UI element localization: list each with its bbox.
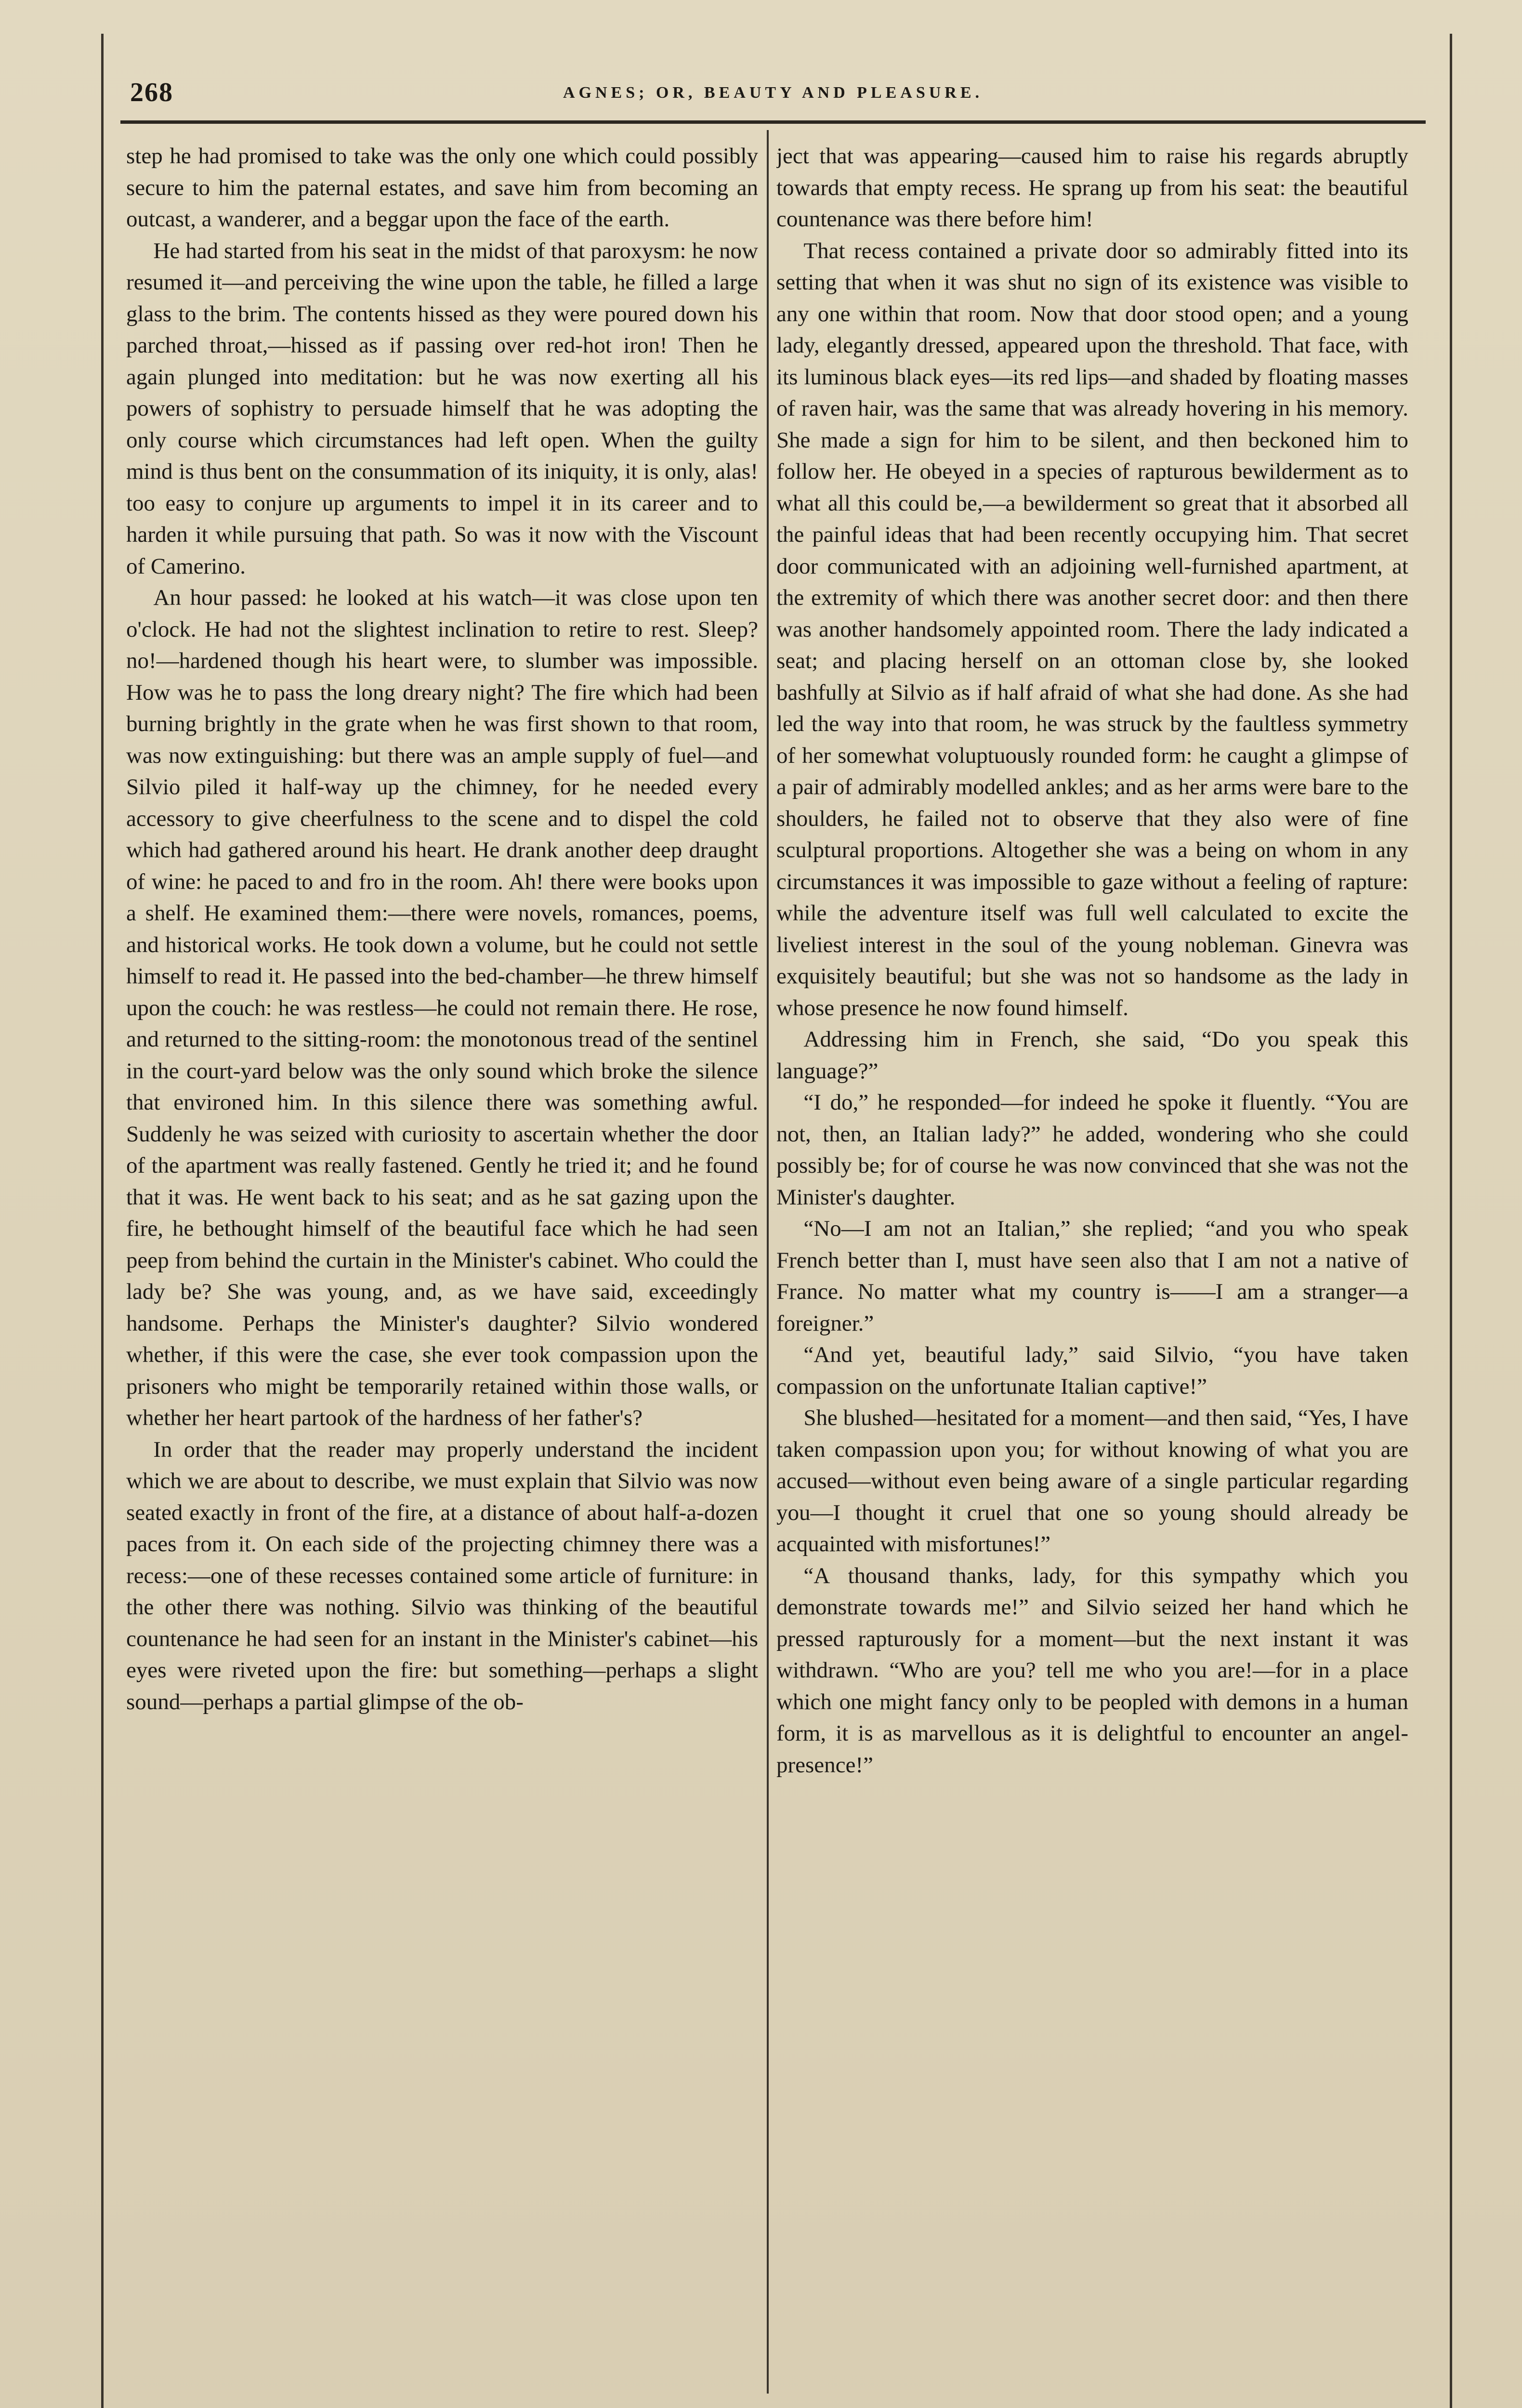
column-divider [767,130,769,2394]
paragraph: That recess contained a private door so admirably fitted into its setting that when it was shut no sign of its existence was visible to any one within that room. Now that door stood open; and a young lady, elegantly dressed, appeared upon the threshold. That face, with its luminous black eyes—its red lips—and shaded by floating masses of raven hair, was the same that was already hovering in his memory. She made a sign for him to be silent, and then beckoned him to follow her. He obeyed in a species of rapturous bewilderment as to what all this could be,—a bewilderment so great that it absorbed all the painful ideas that had been recently occupying him. That secret door communicated with an adjoining well-furnished apartment, at the extremity of which there was another secret door: and then there was another handsomely appointed room. There the lady indicated a seat; and placing herself on an ottoman close by, she looked bashfully at Silvio as if half afraid of what she had done. As she had led the way into that room, he was struck by the faultless symmetry of her somewhat voluptuously rounded form: he caught a glimpse of a pair of admirably modelled ankles; and as her arms were bare to the shoulders, he failed not to observe that they also were of fine sculptural proportions. Altogether she was a being on whom in any circumstances it was impossible to gaze without a feeling of rapture: while the adventure itself was full well calculated to excite the liveliest interest in the soul of the young nobleman. Ginevra was exquisitely beautiful; but she was not so handsome as the lady in whose presence he now found himself. [776,238,1408,1021]
paragraph: “A thousand thanks, lady, for this sympathy which you demonstrate towards me!” and Silvio seized her hand which he pressed rapturously for a moment—but the next instant it was withdrawn. “Who are you? tell me who you are!—for in a place which one might fancy only to be peopled with demons in a human form, it is as marvellous as it is delightful to encounter an angel-presence!” [776,1563,1408,1778]
paragraph: “And yet, beautiful lady,” said Silvio, “you have taken compassion on the unfortunate Italian captive!” [776,1342,1408,1399]
page-header [120,72,1426,124]
running-head: AGNES; OR, BEAUTY AND PLEASURE. [563,84,984,102]
paragraph: ject that was appearing—caused him to raise his regards abruptly towards that empty recess. He sprang up from his seat: the beautiful countenance was there before him! [776,144,1408,232]
paragraph: step he had promised to take was the only one which could possibly secure to him the paternal estates, and save him from becoming an outcast, a wanderer, and a beggar upon the face of the earth. [126,144,758,232]
paragraph: Addressing him in French, she said, “Do you speak this language?” [776,1027,1408,1084]
paragraph: An hour passed: he looked at his watch—it was close upon ten o'clock. He had not the slightest inclination to retire to rest. Sleep? no!—hardened though his heart were, to slumber was impossible. How was he to pass the long dreary night? The fire which had been burning brightly in the grate when he was first shown to that room, was now extinguishing: but there was an ample supply of fuel—and Silvio piled it half-way up the chimney, for he needed every accessory to give cheerfulness to the scene and to dispel the cold which had gathered around his heart. He drank another deep draught of wine: he paced to and fro in the room. Ah! there were books upon a shelf. He examined them:—there were novels, romances, poems, and historical works. He took down a volume, but he could not settle himself to read it. He passed into the bed-chamber—he threw himself upon the couch: he was restless—he could not remain there. He rose, and returned to the sitting-room: the monotonous tread of the sentinel in the court-yard below was the only sound which broke the silence that environed him. In this silence there was something awful. Suddenly he was seized with curiosity to ascertain whether the door of the apartment was really fastened. Gently he tried it; and he found that it was. He went back to his seat; and as he sat gazing upon the fire, he bethought himself of the beautiful face which he had seen peep from behind the curtain in the Minister's cabinet. Who could the lady be? She was young, and, as we have said, exceedingly handsome. Perhaps the Minister's daughter? Silvio wondered whether, if this were the case, she ever took compassion upon the prisoners who might be temporarily retained within those walls, or whether her heart partook of the hardness of her father's? [126,585,758,1430]
paragraph: He had started from his seat in the midst of that paroxysm: he now resumed it—and perceiving the wine upon the table, he filled a large glass to the brim. The contents hissed as they were poured down his parched throat,—hissed as if passing over red-hot iron! Then he again plunged into meditation: but he was now exerting all his powers of sophistry to persuade himself that he was adopting the only course which circumstances had left open. When the guilty mind is thus bent on the consummation of its iniquity, it is only, alas! too easy to conjure up arguments to impel it in its career and to harden it while pursuing that path. So was it now with the Viscount of Camerino. [126,238,758,579]
paragraph: “I do,” he responded—for indeed he spoke it fluently. “You are not, then, an Italian lady?” he added, wondering who she could possibly be; for of course he was now convinced that she was not the Minister's daughter. [776,1090,1408,1210]
paragraph: In order that the reader may properly understand the incident which we are about to describe, we must explain that Silvio was now seated exactly in front of the fire, at a distance of about half-a-dozen paces from it. On each side of the projecting chimney there was a recess:—one of these recesses contained some article of furniture: in the other there was nothing. Silvio was thinking of the beautiful countenance he had seen for an instant in the Minister's cabinet—his eyes were riveted upon the fire: but something—perhaps a slight sound—perhaps a partial glimpse of the ob- [126,1437,758,1714]
paragraph: She blushed—hesitated for a moment—and then said, “Yes, I have taken compassion upon you; for without knowing of what you are accused—without even being aware of a single particular regarding you—I thought it cruel that one so young should already be acquainted with misfortunes!” [776,1405,1408,1557]
left-column [126,141,758,2375]
paragraph: “No—I am not an Italian,” she replied; “and you who speak French better than I, must have seen also that I am not a native of France. No matter what my country is——I am a stranger—a foreigner.” [776,1216,1408,1336]
page-number: 268 [130,78,173,107]
right-column [776,141,1408,2375]
